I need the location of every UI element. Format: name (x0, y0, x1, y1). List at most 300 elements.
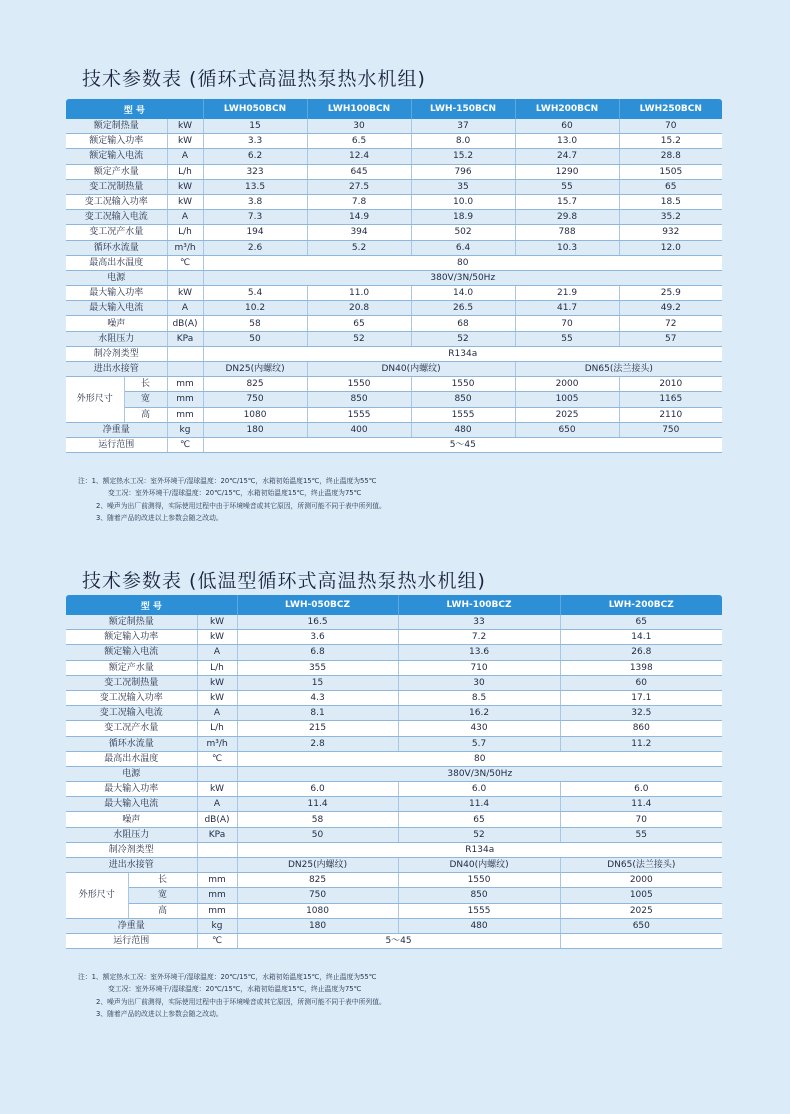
cell-value: 3.8 (203, 194, 307, 209)
cell-value: 25.9 (619, 286, 722, 301)
row-label: 变工况产水量 (66, 721, 197, 736)
table-row (66, 675, 722, 690)
cell-value: 29.8 (515, 210, 619, 225)
cell-value: 7.2 (398, 630, 560, 645)
cell-value: 796 (411, 164, 515, 179)
row-unit (167, 346, 203, 361)
row-label: 外形尺寸 (66, 873, 128, 919)
row-sublabel: 高 (124, 407, 167, 422)
row-unit: A (197, 797, 237, 812)
table-row (66, 812, 722, 827)
table-row (66, 194, 722, 209)
model-header: LWH050BCN (203, 99, 307, 119)
cell-value: 16.5 (237, 615, 398, 630)
cell-value: 70 (560, 812, 722, 827)
cell-value: 502 (411, 225, 515, 240)
cell-value: 80 (203, 255, 722, 270)
cell-value: 1550 (398, 873, 560, 888)
cell-value: 1555 (307, 407, 411, 422)
cell-value: 5～45 (203, 437, 722, 452)
row-unit: mm (167, 377, 203, 392)
cell-value: 10.2 (203, 301, 307, 316)
spec-table-1 (66, 99, 722, 453)
row-unit: A (167, 210, 203, 225)
cell-value: 7.3 (203, 210, 307, 225)
table1-title: 技术参数表 (循环式高温热泵热水机组) (82, 68, 426, 90)
row-label: 制冷剂类型 (66, 842, 197, 857)
cell-value: 3.6 (237, 630, 398, 645)
cell-value: 52 (307, 331, 411, 346)
row-unit: kW (197, 630, 237, 645)
row-label: 电源 (66, 766, 197, 781)
cell-value: 30 (307, 119, 411, 134)
row-unit: KPa (197, 827, 237, 842)
cell-value: 1005 (515, 392, 619, 407)
table-row (66, 660, 722, 675)
table-row (66, 407, 722, 422)
row-sublabel: 宽 (124, 392, 167, 407)
cell-value: 1398 (560, 660, 722, 675)
cell-value: 49.2 (619, 301, 722, 316)
cell-value: 70 (515, 316, 619, 331)
row-sublabel: 高 (128, 903, 197, 918)
row-label: 电源 (66, 270, 167, 285)
cell-value: 11.2 (560, 736, 722, 751)
cell-value: 1165 (619, 392, 722, 407)
cell-value: 18.5 (619, 194, 722, 209)
row-unit (197, 842, 237, 857)
row-unit: mm (167, 407, 203, 422)
cell-value: 24.7 (515, 149, 619, 164)
row-unit: m³/h (167, 240, 203, 255)
cell-value: 11.4 (560, 797, 722, 812)
note-line: 变工况：室外环境干/湿球温度：20℃/15℃，水箱初始温度15℃，终止温度为75℃ (108, 489, 362, 498)
cell-value: 6.4 (411, 240, 515, 255)
row-label: 变工况输入功率 (66, 690, 197, 705)
cell-value: 850 (411, 392, 515, 407)
row-label: 循环水流量 (66, 736, 197, 751)
cell-value: 1550 (307, 377, 411, 392)
cell-value: 55 (515, 179, 619, 194)
row-unit (167, 362, 203, 377)
cell-value: 21.9 (515, 286, 619, 301)
note-line: 变工况：室外环境干/湿球温度：20℃/15℃，水箱初始温度15℃，终止温度为75℃ (108, 985, 362, 994)
cell-value: 194 (203, 225, 307, 240)
cell-value: 1505 (619, 164, 722, 179)
table-row (66, 630, 722, 645)
cell-value: 11.0 (307, 286, 411, 301)
row-unit: kW (197, 615, 237, 630)
row-sublabel: 长 (124, 377, 167, 392)
cell-value: 14.9 (307, 210, 411, 225)
model-header: LWH100BCN (307, 99, 411, 119)
row-label: 变工况输入电流 (66, 706, 197, 721)
cell-value: 8.5 (398, 690, 560, 705)
cell-value: DN40(内螺纹) (307, 362, 515, 377)
row-sublabel: 长 (128, 873, 197, 888)
row-unit: KPa (167, 331, 203, 346)
row-unit: mm (167, 392, 203, 407)
cell-value: 6.0 (560, 782, 722, 797)
cell-value: 380V/3N/50Hz (203, 270, 722, 285)
cell-value: 355 (237, 660, 398, 675)
row-unit: m³/h (197, 736, 237, 751)
cell-value: 850 (398, 888, 560, 903)
cell-value: 850 (307, 392, 411, 407)
row-label: 最大输入功率 (66, 286, 167, 301)
table-row (66, 316, 722, 331)
table-row (66, 736, 722, 751)
cell-value: 1555 (398, 903, 560, 918)
row-unit: L/h (197, 721, 237, 736)
table-row (66, 858, 722, 873)
cell-value: 650 (515, 422, 619, 437)
table-row (66, 797, 722, 812)
row-label: 变工况产水量 (66, 225, 167, 240)
cell-value: 3.3 (203, 134, 307, 149)
cell-value: 27.5 (307, 179, 411, 194)
cell-value: 15 (237, 675, 398, 690)
spec-table-2 (66, 595, 722, 949)
row-sublabel: 宽 (128, 888, 197, 903)
cell-value: 65 (619, 179, 722, 194)
row-unit: ℃ (197, 933, 237, 948)
table-row (66, 690, 722, 705)
note-line: 3、随着产品的改进以上参数会随之改动。 (96, 1009, 223, 1018)
row-unit: kg (167, 422, 203, 437)
row-unit: mm (197, 873, 237, 888)
row-label: 额定输入功率 (66, 134, 167, 149)
cell-value: 55 (560, 827, 722, 842)
table-row (66, 377, 722, 392)
cell-value: 12.4 (307, 149, 411, 164)
cell-value: 480 (398, 918, 560, 933)
table-row (66, 346, 722, 361)
cell-value: 50 (237, 827, 398, 842)
row-label: 变工况输入功率 (66, 194, 167, 209)
row-label: 最高出水温度 (66, 751, 197, 766)
cell-value: 860 (560, 721, 722, 736)
table-row (66, 149, 722, 164)
cell-value: 15.7 (515, 194, 619, 209)
cell-value: DN40(内螺纹) (398, 858, 560, 873)
row-label: 水阻压力 (66, 331, 167, 346)
row-label: 水阻压力 (66, 827, 197, 842)
cell-value: 5.7 (398, 736, 560, 751)
cell-value: 15 (203, 119, 307, 134)
row-label: 额定产水量 (66, 660, 197, 675)
model-header-label: 型 号 (66, 99, 203, 119)
row-unit: ℃ (167, 437, 203, 452)
table-row (66, 286, 722, 301)
cell-value: 13.0 (515, 134, 619, 149)
cell-value: 50 (203, 331, 307, 346)
row-unit: mm (197, 903, 237, 918)
cell-value: 2025 (560, 903, 722, 918)
row-label: 额定制热量 (66, 615, 197, 630)
cell-value: 323 (203, 164, 307, 179)
cell-value: 1290 (515, 164, 619, 179)
cell-value: 13.6 (398, 645, 560, 660)
cell-value: 710 (398, 660, 560, 675)
table-row (66, 766, 722, 781)
cell-value: R134a (203, 346, 722, 361)
row-label: 额定输入电流 (66, 645, 197, 660)
row-unit: kW (197, 690, 237, 705)
cell-value: 80 (237, 751, 722, 766)
note-line: 注：1、额定热水工况：室外环境干/湿球温度：20℃/15℃，水箱初始温度15℃，终止温度为55℃ (78, 973, 377, 981)
row-unit: ℃ (167, 255, 203, 270)
row-unit: kg (197, 918, 237, 933)
cell-value: 6.0 (237, 782, 398, 797)
row-unit: kW (197, 675, 237, 690)
table-row (66, 933, 722, 948)
cell-value: 650 (560, 918, 722, 933)
table-row (66, 362, 722, 377)
cell-value: DN25(内螺纹) (203, 362, 307, 377)
table-row (66, 179, 722, 194)
model-header: LWH-150BCN (411, 99, 515, 119)
table-row (66, 615, 722, 630)
cell-value: 26.8 (560, 645, 722, 660)
cell-value: 215 (237, 721, 398, 736)
row-label: 运行范围 (66, 933, 197, 948)
table-row (66, 301, 722, 316)
cell-value: 1080 (237, 903, 398, 918)
cell-value: 55 (515, 331, 619, 346)
cell-value: 72 (619, 316, 722, 331)
cell-value: 20.8 (307, 301, 411, 316)
table-row (66, 751, 722, 766)
row-label: 噪声 (66, 812, 197, 827)
cell-value: 11.4 (398, 797, 560, 812)
cell-value: 750 (237, 888, 398, 903)
row-label: 进出水接管 (66, 858, 197, 873)
row-unit: A (197, 645, 237, 660)
row-unit: kW (167, 286, 203, 301)
row-label: 最高出水温度 (66, 255, 167, 270)
cell-value: 65 (560, 615, 722, 630)
cell-value: 13.5 (203, 179, 307, 194)
table-row (66, 827, 722, 842)
cell-value: DN25(内螺纹) (237, 858, 398, 873)
cell-value: 58 (237, 812, 398, 827)
cell-value: 5.2 (307, 240, 411, 255)
cell-value: 6.2 (203, 149, 307, 164)
cell-value: 15.2 (619, 134, 722, 149)
table-row (66, 240, 722, 255)
model-header: LWH-200BCZ (560, 595, 722, 615)
cell-value: 5.4 (203, 286, 307, 301)
row-unit: kW (167, 119, 203, 134)
table2-notes (78, 971, 386, 1020)
cell-value: 14.0 (411, 286, 515, 301)
row-label: 变工况制热量 (66, 179, 167, 194)
cell-value: 52 (411, 331, 515, 346)
cell-value: 2.8 (237, 736, 398, 751)
row-unit: kW (167, 134, 203, 149)
cell-value: R134a (237, 842, 722, 857)
cell-value: 65 (307, 316, 411, 331)
row-label: 净重量 (66, 422, 167, 437)
cell-value: 1550 (411, 377, 515, 392)
row-label: 循环水流量 (66, 240, 167, 255)
cell-value: 2010 (619, 377, 722, 392)
row-unit: kW (167, 179, 203, 194)
cell-value: 30 (398, 675, 560, 690)
row-label: 额定输入功率 (66, 630, 197, 645)
table-row (66, 918, 722, 933)
row-label: 运行范围 (66, 437, 167, 452)
cell-value: 26.5 (411, 301, 515, 316)
cell-value: 6.0 (398, 782, 560, 797)
cell-value: 180 (203, 422, 307, 437)
cell-value: 2.6 (203, 240, 307, 255)
cell-value: 6.5 (307, 134, 411, 149)
cell-value: 17.1 (560, 690, 722, 705)
cell-value: 11.4 (237, 797, 398, 812)
row-label: 额定产水量 (66, 164, 167, 179)
cell-value: 58 (203, 316, 307, 331)
cell-value: 68 (411, 316, 515, 331)
model-header-label: 型 号 (66, 595, 237, 615)
row-label: 额定输入电流 (66, 149, 167, 164)
cell-value: 52 (398, 827, 560, 842)
row-label: 额定制热量 (66, 119, 167, 134)
cell-value: 7.8 (307, 194, 411, 209)
cell-value: 750 (619, 422, 722, 437)
table-row (66, 392, 722, 407)
cell-value: 16.2 (398, 706, 560, 721)
cell-value: 32.5 (560, 706, 722, 721)
cell-value: 37 (411, 119, 515, 134)
cell-value: 60 (515, 119, 619, 134)
cell-value: 2110 (619, 407, 722, 422)
row-label: 变工况制热量 (66, 675, 197, 690)
cell-value: 180 (237, 918, 398, 933)
table2-header-row (66, 595, 722, 615)
cell-value: 14.1 (560, 630, 722, 645)
row-unit: A (167, 149, 203, 164)
row-label: 最大输入功率 (66, 782, 197, 797)
cell-value: 35 (411, 179, 515, 194)
cell-value: 35.2 (619, 210, 722, 225)
row-unit (197, 858, 237, 873)
cell-value: 15.2 (411, 149, 515, 164)
table-row (66, 437, 722, 452)
table-row (66, 134, 722, 149)
model-header: LWH-050BCZ (237, 595, 398, 615)
cell-value: 394 (307, 225, 411, 240)
table-row (66, 119, 722, 134)
cell-value: 12.0 (619, 240, 722, 255)
cell-value: 18.9 (411, 210, 515, 225)
cell-value: 4.3 (237, 690, 398, 705)
cell-value: 28.8 (619, 149, 722, 164)
cell-value: 5～45 (237, 933, 560, 948)
row-label: 变工况输入电流 (66, 210, 167, 225)
row-label: 最大输入电流 (66, 797, 197, 812)
cell-value: 645 (307, 164, 411, 179)
cell-value: 10.0 (411, 194, 515, 209)
cell-value: 1005 (560, 888, 722, 903)
row-label: 净重量 (66, 918, 197, 933)
table-row (66, 842, 722, 857)
row-label: 外形尺寸 (66, 377, 124, 423)
row-unit: dB(A) (167, 316, 203, 331)
table-row (66, 164, 722, 179)
cell-value: 1555 (411, 407, 515, 422)
cell-value: 2000 (515, 377, 619, 392)
cell-value: DN65(法兰接头) (560, 858, 722, 873)
model-header: LWH200BCN (515, 99, 619, 119)
table-row (66, 721, 722, 736)
model-header: LWH250BCN (619, 99, 722, 119)
table-row (66, 331, 722, 346)
cell-value: 825 (203, 377, 307, 392)
row-unit: L/h (167, 164, 203, 179)
row-unit: L/h (167, 225, 203, 240)
table-row (66, 225, 722, 240)
table-row (66, 888, 722, 903)
cell-value: 2000 (560, 873, 722, 888)
cell-value: 6.8 (237, 645, 398, 660)
table-row (66, 270, 722, 285)
table-row (66, 210, 722, 225)
row-unit: A (197, 706, 237, 721)
note-line: 3、随着产品的改进以上参数会随之改动。 (96, 513, 223, 522)
cell-value: 380V/3N/50Hz (237, 766, 722, 781)
table-row (66, 706, 722, 721)
row-unit: mm (197, 888, 237, 903)
cell-value: 41.7 (515, 301, 619, 316)
cell-value: 1080 (203, 407, 307, 422)
note-line: 注：1、额定热水工况：室外环境干/湿球温度：20℃/15℃，水箱初始温度15℃，终止温度为55℃ (78, 477, 377, 485)
note-line: 2、噪声为出厂前测得，实际使用过程中由于环境噪音或其它原因，所测可能不同于表中所列值。 (96, 997, 386, 1006)
note-line: 2、噪声为出厂前测得，实际使用过程中由于环境噪音或其它原因，所测可能不同于表中所列值。 (96, 501, 386, 510)
table-row (66, 903, 722, 918)
cell-value: 33 (398, 615, 560, 630)
table2-title: 技术参数表 (低温型循环式高温热泵热水机组) (82, 570, 486, 592)
cell-value: 10.3 (515, 240, 619, 255)
table-row (66, 873, 722, 888)
row-unit: A (167, 301, 203, 316)
row-unit (197, 766, 237, 781)
table-row (66, 782, 722, 797)
row-unit (167, 270, 203, 285)
row-label: 噪声 (66, 316, 167, 331)
cell-value: 932 (619, 225, 722, 240)
cell-value: 825 (237, 873, 398, 888)
row-label: 进出水接管 (66, 362, 167, 377)
row-unit: kW (197, 782, 237, 797)
cell-value (560, 933, 722, 948)
cell-value: 788 (515, 225, 619, 240)
table1-notes (78, 475, 386, 524)
cell-value: 57 (619, 331, 722, 346)
table-row (66, 422, 722, 437)
cell-value: 8.1 (237, 706, 398, 721)
cell-value: 430 (398, 721, 560, 736)
table-row (66, 255, 722, 270)
cell-value: 70 (619, 119, 722, 134)
row-unit: L/h (197, 660, 237, 675)
cell-value: 480 (411, 422, 515, 437)
table1-header-row (66, 99, 722, 119)
cell-value: 8.0 (411, 134, 515, 149)
table-row (66, 645, 722, 660)
row-label: 制冷剂类型 (66, 346, 167, 361)
